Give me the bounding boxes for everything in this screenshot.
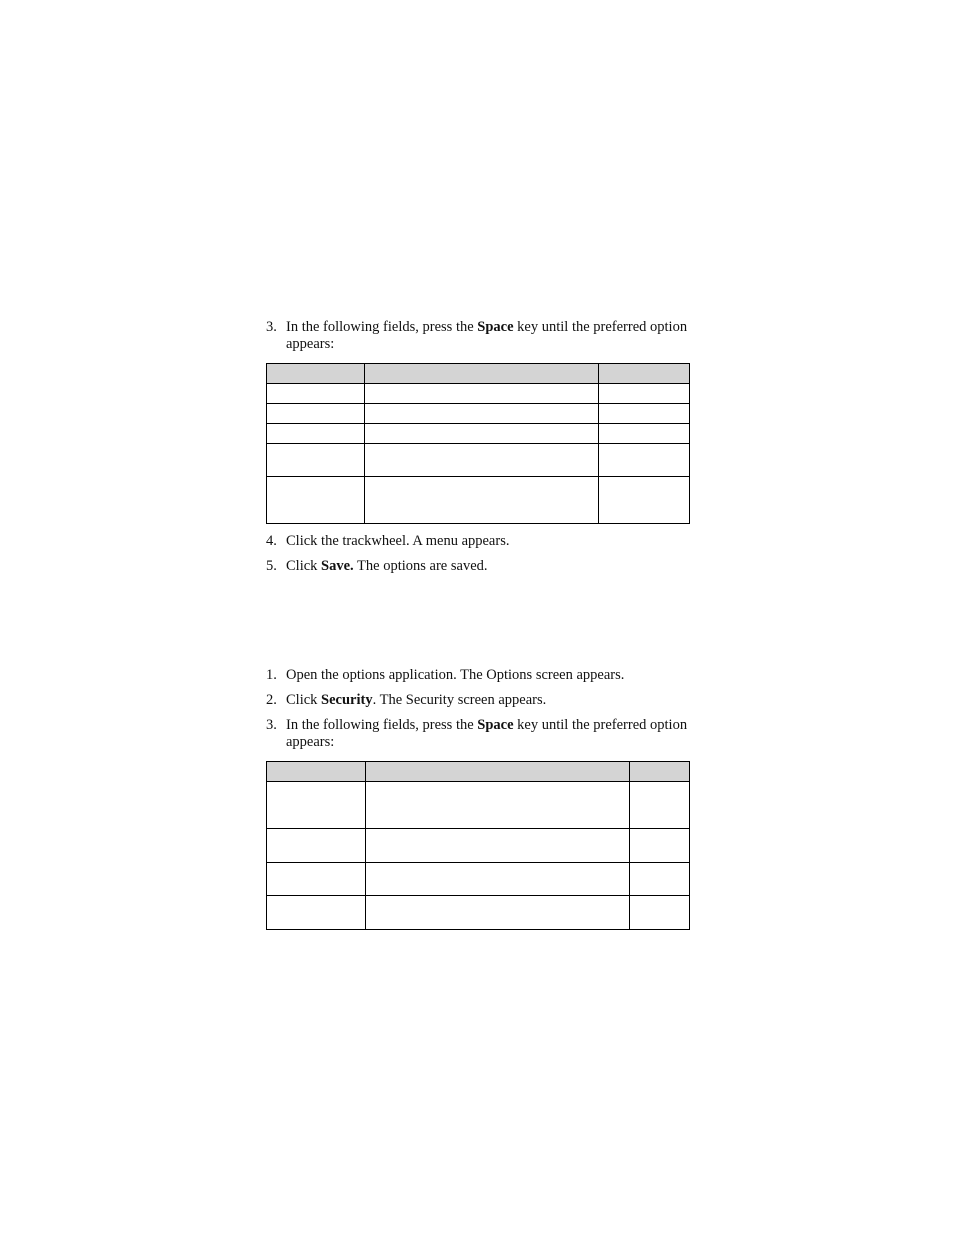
table-row — [267, 829, 690, 863]
step-text: In the following fields, press the Space key until the preferred option appears: — [286, 717, 688, 750]
header-cell — [599, 364, 690, 384]
table-header-row — [267, 364, 690, 384]
header-cell — [267, 762, 366, 782]
save-label: Save. — [321, 558, 354, 574]
table-header-row — [267, 762, 690, 782]
options-table-1 — [266, 363, 690, 524]
table-row — [267, 444, 690, 477]
header-cell — [365, 364, 599, 384]
step-number: 2. — [266, 692, 277, 708]
step-number: 4. — [266, 533, 277, 549]
step-number: 5. — [266, 558, 277, 574]
step-text: Open the options application. The Options screen appears. — [286, 667, 625, 683]
table-row — [267, 424, 690, 444]
security-label: Security — [321, 692, 373, 708]
step-text: Click Save. The options are saved. — [286, 558, 488, 574]
step-number: 3. — [266, 717, 277, 733]
table-row — [267, 477, 690, 524]
step-number: 1. — [266, 667, 277, 683]
space-key-label: Space — [477, 319, 514, 335]
table-row — [267, 896, 690, 930]
table-row — [267, 384, 690, 404]
table-row — [267, 863, 690, 896]
options-table-2 — [266, 761, 690, 930]
space-key-label: Space — [477, 717, 514, 733]
step-number: 3. — [266, 319, 277, 335]
table-row — [267, 782, 690, 829]
header-cell — [630, 762, 690, 782]
header-cell — [366, 762, 630, 782]
table-row — [267, 404, 690, 424]
step-text: Click the trackwheel. A menu appears. — [286, 533, 510, 549]
header-cell — [267, 364, 365, 384]
step-text: Click Security. The Security screen appears. — [286, 692, 547, 708]
step-text: In the following fields, press the Space key until the preferred option appears: — [286, 319, 688, 352]
